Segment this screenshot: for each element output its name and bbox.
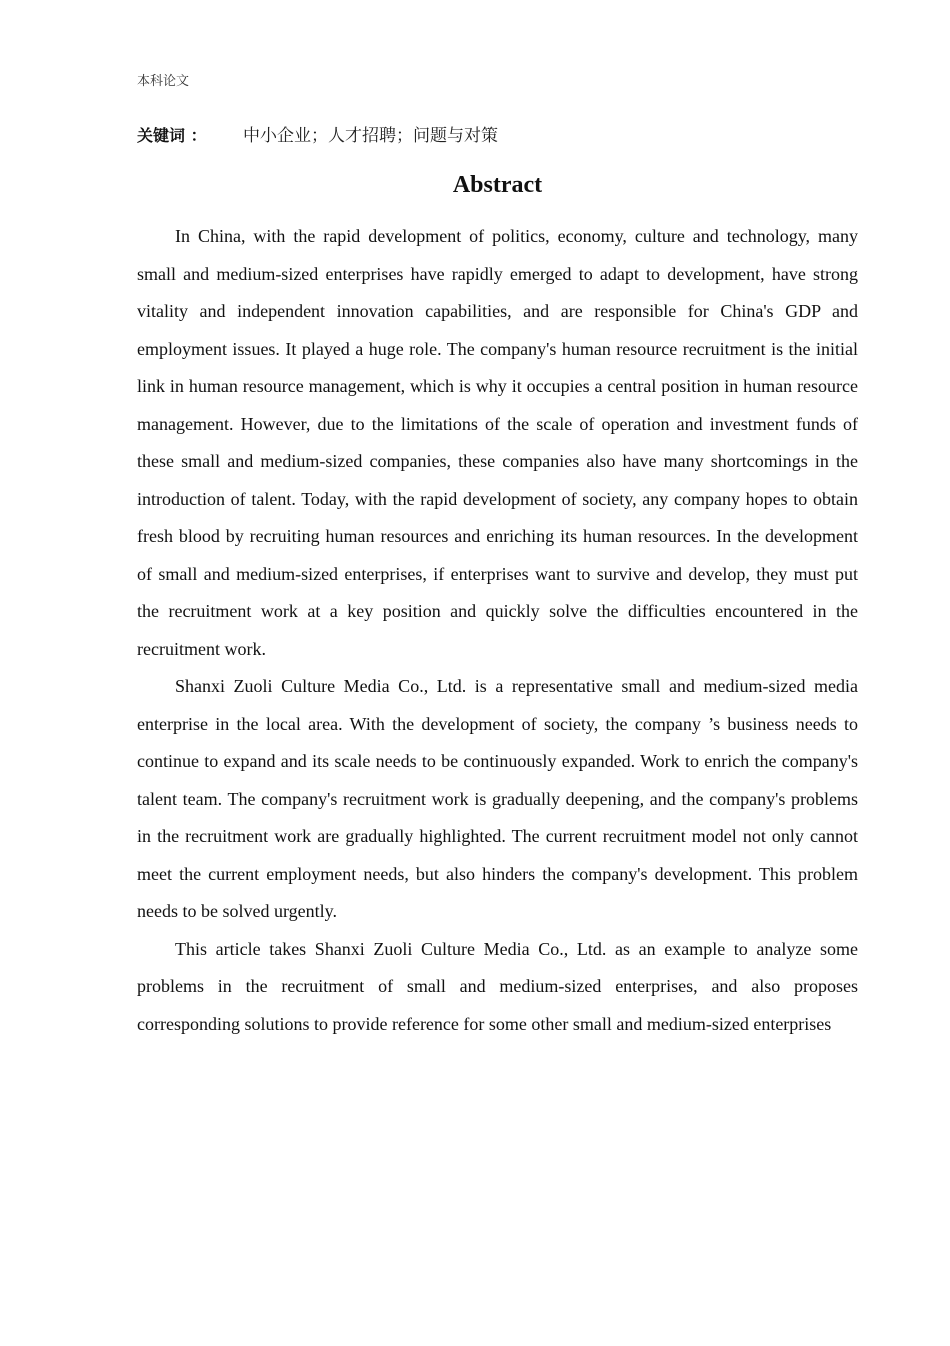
abstract-paragraph-3: This article takes Shanxi Zuoli Culture Media Co., Ltd. as an example to analyze some problems in the recruitment of small and medium-sized enterprises, and also proposes corresponding solutions to provide reference for some other small and medium-sized enterprises [137, 938, 858, 1034]
abstract-body [137, 218, 858, 1043]
abstract-paragraph-2: Shanxi Zuoli Culture Media Co., Ltd. is a representative small and medium-sized media enterprise in the local area. With the development of society, the company ’s business needs to continue to expand and its scale needs to be continuously expanded. Work to enrich the company's talent team. The company's recruitment work is gradually deepening, and the company's problems in the recruitment work are gradually highlighted. The current recruitment model not only cannot meet the current employment needs, but also hinders the company's development. This problem needs to be solved urgently. [137, 676, 858, 921]
abstract-title: Abstract [452, 172, 543, 198]
keywords-label: 关键词 ： [137, 126, 207, 145]
running-header: 本科论文 [137, 74, 190, 89]
abstract-paragraph-1: In China, with the rapid development of politics, economy, culture and technology, many small and medium-sized enterprises have rapidly emerged to adapt to development, have strong vitality and independent innovation capabilities, and are responsible for China's GDP and employment issues. It played a huge role. The company's human resource recruitment is the initial link in human resource management, which is why it occupies a central position in human resource management. However, due to the limitations of the scale of operation and investment funds of these small and medium-sized companies, these companies also have many shortcomings in the introduction of talent. Today, with the rapid development of society, any company hopes to obtain fresh blood by recruiting human resources and enriching its human resources. In the development of small and medium-sized enterprises, if enterprises want to survive and develop, they must put the recruitment work at a key position and quickly solve the difficulties encountered in the recruitment work. [137, 226, 858, 659]
keywords-value: 中小企业；人才招聘；问题与对策 [243, 126, 498, 146]
keywords-line [137, 124, 498, 148]
